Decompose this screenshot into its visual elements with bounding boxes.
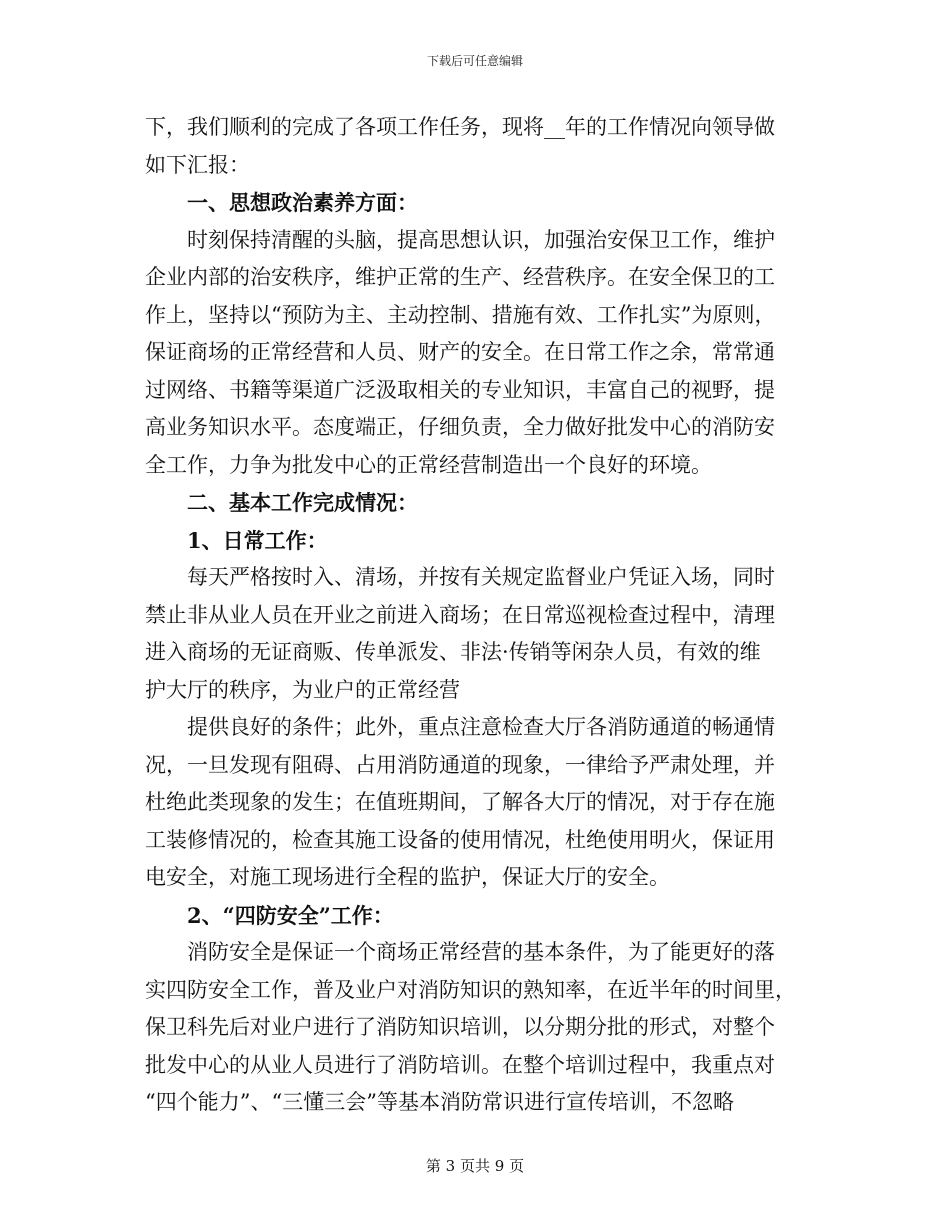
paragraph-line: 每天严格按时入、清场，并按有关规定监督业户凭证入场，同时: [187, 565, 775, 589]
section-heading: 1、日常工作：: [187, 527, 328, 553]
paragraph-line: 实四防安全工作，普及业户对消防知识的熟知率，在近半年的时间里，: [145, 977, 796, 1002]
paragraph-line: 下，我们顺利的完成了各项工作任务，现将__年的工作情况向领导做: [145, 115, 775, 139]
paragraph-line: 保证商场的正常经营和人员、财产的安全。在日常工作之余，常常通: [145, 340, 775, 364]
paragraph-line: 进入商场的无证商贩、传单派发、非法·传销等闲杂人员，有效的维: [145, 640, 761, 664]
paragraph-line: 工装修情况的，检查其施工设备的使用情况，杜绝使用明火，保证用: [145, 827, 775, 852]
section-heading: 二、基本工作完成情况：: [187, 490, 418, 515]
paragraph-line: 况，一旦发现有阻碍、占用消防通道的现象，一律给予严肃处理，并: [145, 752, 775, 777]
paragraph-line: 杜绝此类现象的发生；在值班期间，了解各大厅的情况，对于存在施: [145, 790, 775, 814]
paragraph-line: 消防安全是保证一个商场正常经营的基本条件，为了能更好的落: [187, 940, 775, 964]
section-heading: 一、思想政治素养方面：: [187, 190, 418, 215]
paragraph-line: 如下汇报：: [145, 152, 250, 177]
paragraph-line: 作上，坚持以“预防为主、主动控制、措施有效、工作扎实”为原则，: [145, 302, 776, 327]
page-header: 下载后可任意编辑: [426, 54, 523, 68]
document-body: [145, 109, 805, 1122]
paragraph-line: 过网络、书籍等渠道广泛汲取相关的专业知识，丰富自己的视野，提: [145, 377, 775, 402]
paragraph-line: 企业内部的治安秩序，维护正常的生产、经营秩序。在安全保卫的工: [145, 265, 775, 289]
paragraph-line: 全工作，力争为批发中心的正常经营制造出一个良好的环境。: [145, 452, 712, 477]
page-number: 第 3 页共 9 页: [425, 1157, 525, 1175]
paragraph-line: 高业务知识水平。态度端正，仔细负责，全力做好批发中心的消防安: [145, 415, 775, 439]
paragraph-line: 时刻保持清醒的头脑，提高思想认识，加强治安保卫工作，维护: [187, 227, 775, 252]
paragraph-line: 护大厅的秩序，为业户的正常经营: [145, 677, 460, 702]
paragraph-line: 提供良好的条件；此外，重点注意检查大厅各消防通道的畅通情: [187, 715, 775, 739]
paragraph-line: 批发中心的从业人员进行了消防培训。在整个培训过程中，我重点对: [145, 1052, 775, 1077]
paragraph-line: 保卫科先后对业户进行了消防知识培训，以分期分批的形式，对整个: [145, 1015, 775, 1039]
section-heading: 2、“四防安全”工作：: [187, 902, 394, 928]
paragraph-line: 禁止非从业人员在开业之前进入商场；在日常巡视检查过程中，清理: [145, 602, 775, 627]
paragraph-line: 电安全，对施工现场进行全程的监护，保证大厅的安全。: [145, 865, 670, 889]
paragraph-line: “四个能力”、“三懂三会”等基本消防常识进行宣传培训，不忽略: [145, 1090, 734, 1114]
